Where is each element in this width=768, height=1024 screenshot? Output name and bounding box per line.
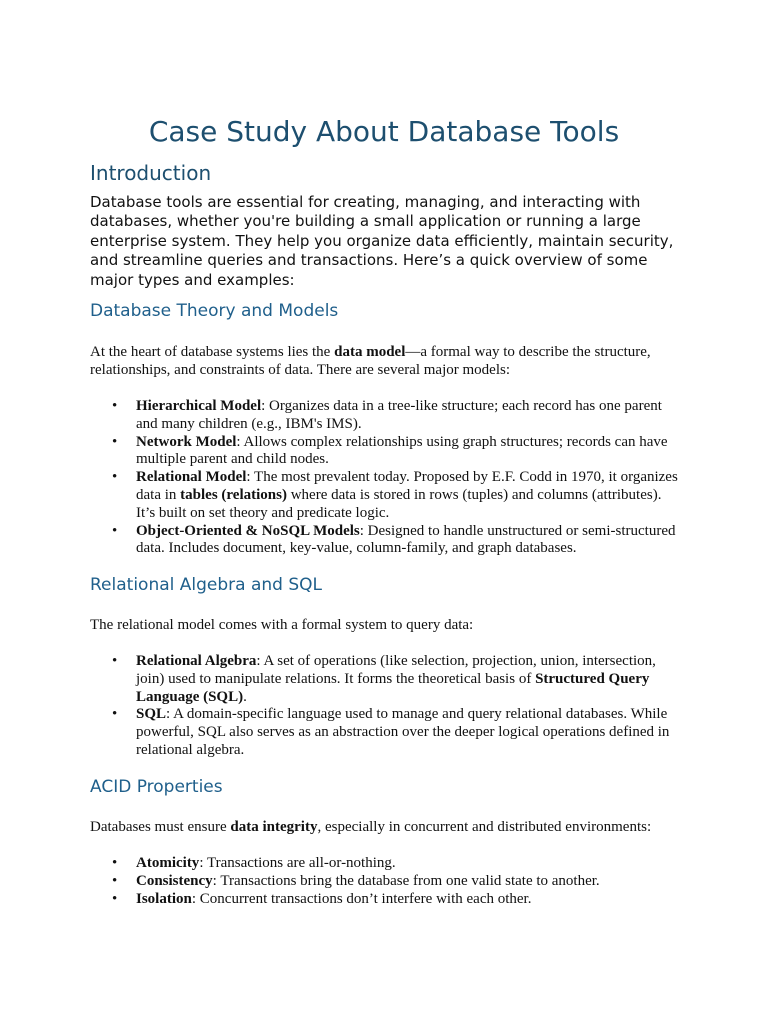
list-item-term: Object-Oriented & NoSQL Models [136, 522, 360, 539]
list-item-desc: : Designed to handle unstructured or semi-structured data. Includes document, key-value, column-family, and graph databases. [136, 522, 676, 557]
list-item-term: Atomicity [136, 855, 200, 871]
theory-para-bold: data model [334, 344, 406, 360]
list-item-term: Relational Model [136, 469, 247, 486]
list-item-desc: : Concurrent transactions don’t interfere with each other. [191, 890, 532, 907]
list-item-term: Network Model [136, 433, 237, 450]
list-item-desc: : Organizes data in a tree-like structure; each record has one parent and many children (e.g., IBM's IMS). [136, 398, 662, 432]
acid-para-text: Databases must ensure [90, 819, 231, 835]
acid-para-text-end: , especially in concurrent and distributed environments: [317, 819, 652, 835]
list-item-desc: : A domain-specific language used to manage and query relational databases. While powerful, SQL also serves as an abstraction over the deeper logical operations defined in relational algebra. [136, 706, 670, 758]
list-item-term: Consistency [136, 872, 213, 889]
list-item-desc: : Transactions bring the database from one valid state to another. [212, 872, 600, 889]
list-item [90, 469, 680, 522]
list-item [90, 855, 680, 873]
list-item-term: Relational Algebra [136, 653, 257, 669]
bullet-icon: • [112, 890, 118, 907]
section-heading-acid: ACID Properties [90, 777, 223, 797]
theory-para-text-end: —a formal way to describe the structure, relationships, and constraints of data. There are several major models: [90, 344, 651, 378]
bullet-icon: • [112, 653, 118, 669]
section-heading-introduction: Introduction [90, 161, 212, 185]
bullet-icon: • [112, 433, 118, 450]
theory-para-text: At the heart of database systems lies the [90, 344, 335, 360]
list-item [90, 398, 680, 434]
list-item-term: SQL [136, 706, 167, 723]
bullet-icon: • [112, 522, 118, 539]
bullet-icon: • [112, 872, 118, 889]
list-item [90, 873, 680, 891]
bullet-icon: • [112, 855, 118, 871]
list-item-bold: Structured Query Language (SQL) [136, 670, 650, 705]
algebra-paragraph: The relational model comes with a formal system to query data: [90, 617, 474, 633]
algebra-list [90, 653, 680, 760]
bullet-icon: • [112, 706, 118, 723]
list-item [90, 706, 680, 759]
theory-models-list [90, 398, 680, 558]
list-item-desc-end: where data is stored in rows (tuples) and columns (attributes). It’s built on set theory and predicate logic. [136, 486, 662, 521]
introduction-paragraph: Database tools are essential for creating, managing, and interacting with databases, whether you're building a small application or running a large enterprise system. They help you organize data efficiently, maintain security, and streamline queries and transactions. Here’s a quick overview of some major types and examples: [90, 193, 674, 289]
list-item-desc: : The most prevalent today. Proposed by E.F. Codd in 1970, it organizes data in [136, 469, 678, 503]
bullet-icon: • [112, 469, 118, 486]
list-item-term: Isolation [136, 890, 192, 907]
list-item [90, 891, 680, 909]
list-item [90, 434, 680, 470]
theory-paragraph [90, 344, 680, 380]
list-item-desc: : Transactions are all-or-nothing. [199, 855, 396, 871]
acid-para-bold: data integrity [230, 819, 318, 835]
section-heading-theory: Database Theory and Models [90, 301, 339, 321]
list-item-desc: : A set of operations (like selection, projection, union, intersection, join) used to manipulate relations. It forms the theoretical basis of [136, 653, 656, 687]
section-heading-algebra: Relational Algebra and SQL [90, 575, 322, 595]
list-item-desc-end: . [243, 688, 247, 705]
acid-paragraph [90, 819, 680, 837]
list-item-bold: tables (relations) [180, 486, 287, 503]
list-item-desc: : Allows complex relationships using graph structures; records can have multiple parent and child nodes. [136, 433, 668, 468]
list-item [90, 653, 680, 706]
bullet-icon: • [112, 398, 118, 414]
list-item-term: Hierarchical Model [136, 398, 262, 414]
page-title: Case Study About Database Tools [148, 115, 620, 148]
list-item [90, 523, 680, 559]
acid-list [90, 855, 680, 908]
